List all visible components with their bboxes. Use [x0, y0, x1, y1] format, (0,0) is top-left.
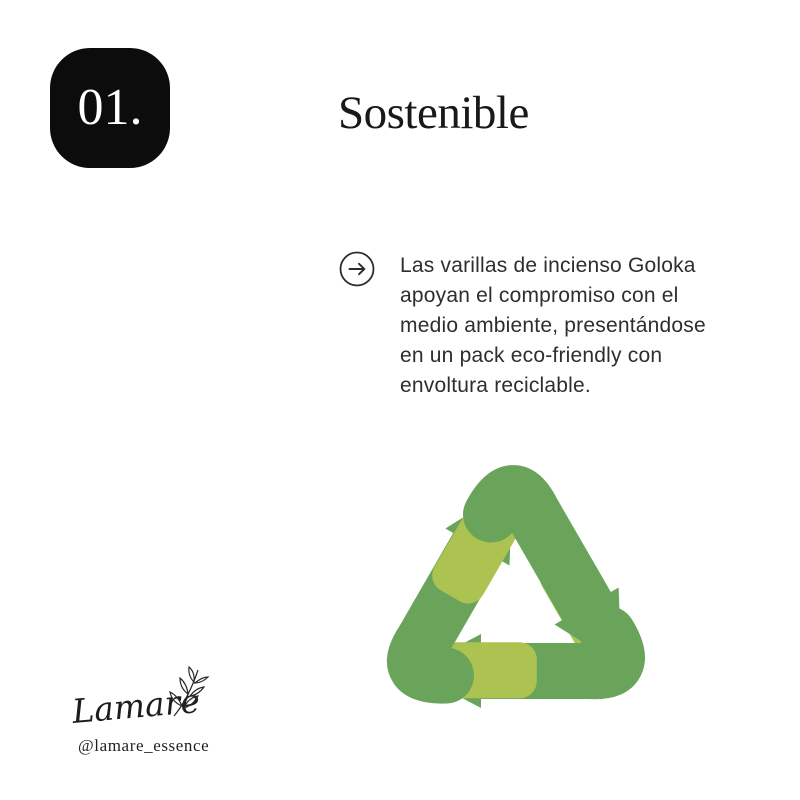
- brand-logo: Lamare: [70, 681, 202, 731]
- recycling-icon-svg: [365, 452, 665, 752]
- step-number: 01.: [77, 78, 143, 136]
- body-line: medio ambiente, presentándose: [400, 314, 706, 337]
- leaf-branch-icon: [168, 664, 212, 720]
- page-title: Sostenible: [338, 87, 529, 139]
- body-line: en un pack eco-friendly con: [400, 344, 663, 367]
- recycling-icon: [365, 452, 665, 752]
- body-line: Las varillas de incienso Goloka: [400, 254, 696, 277]
- social-handle: @lamare_essence: [78, 736, 210, 755]
- body-line: envoltura reciclable.: [400, 374, 591, 397]
- body-line: apoyan el compromiso con el: [400, 284, 679, 307]
- arrow-right-circle-icon-svg: [339, 251, 375, 287]
- body-paragraph: [400, 251, 730, 401]
- arrow-right-circle-icon: [339, 251, 375, 287]
- leaf-branch-icon-svg: [168, 664, 212, 720]
- step-number-badge: [50, 48, 170, 168]
